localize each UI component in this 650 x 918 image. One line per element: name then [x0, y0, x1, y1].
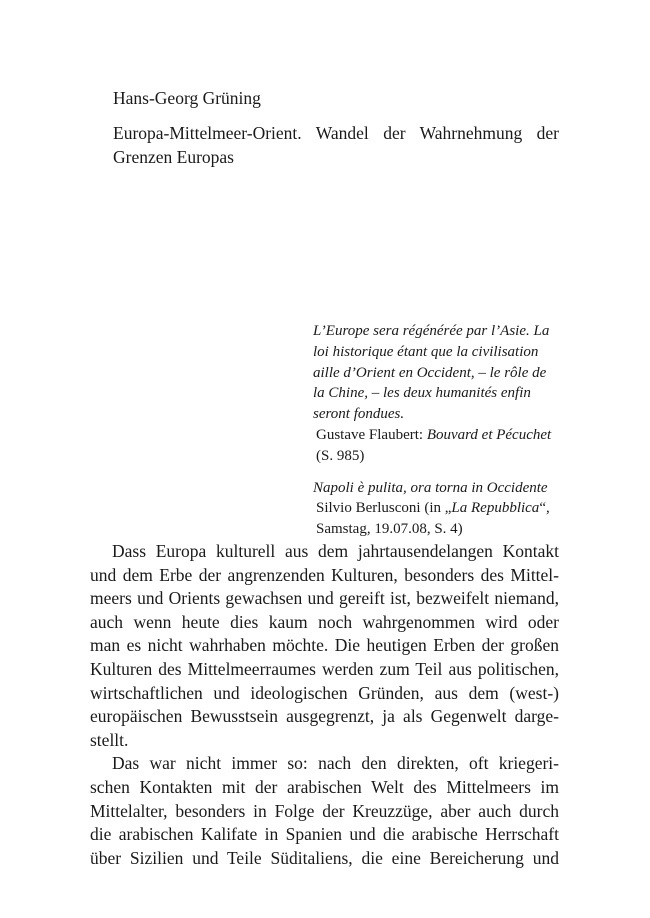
epigraph-quote-line: Napoli è pulita, ora torna in Occidente — [313, 479, 548, 496]
text-line: Dass Europa kulturell aus dem jahrtausendelangen Kontakt — [112, 541, 559, 561]
epigraph-berlusconi — [313, 478, 563, 540]
text-line: schen Kontakten mit der arabischen Welt des Mittelmeers im — [90, 776, 559, 797]
epigraph-flaubert — [313, 321, 563, 467]
text-line: auch wenn heute dies kaum noch wahrgenommen wird oder — [90, 611, 559, 632]
paragraph — [90, 752, 559, 870]
epigraph-source-author: Gustave Flaubert: — [316, 426, 427, 443]
epigraph-quote-line: L’Europe sera régénérée par l’Asie. La — [313, 323, 550, 339]
text-line: über Sizilien und Teile Süditaliens, die eine Bereicherung und — [90, 847, 559, 868]
epigraph-source — [313, 425, 563, 446]
epigraph-quote-line: seront fondues. — [313, 406, 405, 423]
body-text — [90, 540, 559, 870]
text-line: man es nicht wahrhaben möchte. Die heutigen Erben der großen — [90, 635, 559, 656]
text-line: stellt. — [90, 729, 129, 750]
text-line: wirtschaftlichen und ideologischen Gründen, aus dem (west-) — [90, 682, 559, 703]
epigraph-quote-line: la Chine, – les deux humanités enfin — [313, 385, 531, 402]
text-line: meers und Orients gewachsen und gereift ist, bezweifelt niemand, — [90, 588, 559, 609]
epigraph-block — [313, 321, 563, 540]
author-name: Hans-Georg Grüning — [113, 88, 261, 108]
epigraph-source-work: Bouvard et Pécuchet — [426, 426, 552, 443]
text-line: europäischen Bewusstsein ausgegrenzt, ja als Gegenwelt darge- — [90, 706, 559, 727]
text-line: und dem Erbe der angrenzenden Kulturen, besonders des Mittel- — [90, 564, 559, 585]
epigraph-quote-line: loi historique étant que la civilisation — [313, 343, 539, 360]
text-line: die arabischen Kalifate in Spanien und die arabische Herrschaft — [90, 824, 559, 845]
epigraph-source — [313, 498, 563, 519]
text-line: Mittelalter, besonders in Folge der Kreuzzüge, aber auch durch — [90, 800, 559, 821]
epigraph-source-author: Silvio Berlusconi (in „ — [316, 500, 452, 517]
epigraph-source-date: Samstag, 19.07.08, S. 4) — [316, 521, 463, 538]
text-line: Das war nicht immer so: nach den direkten, oft kriegeri- — [112, 753, 559, 774]
paragraph — [90, 540, 559, 752]
epigraph-quote-line: aille d’Orient en Occident, – le rôle de — [313, 364, 547, 381]
text-line: Kulturen des Mittelmeerraumes werden zum Teil aus politischen, — [90, 658, 559, 679]
epigraph-source-work: La Repubblica — [451, 500, 540, 517]
epigraph-source-punct: “, — [539, 500, 550, 517]
epigraph-source-page: (S. 985) — [316, 447, 365, 464]
chapter-title: Europa-Mittelmeer-Orient. Wandel der Wahrnehmung der Grenzen Europas — [113, 123, 559, 167]
